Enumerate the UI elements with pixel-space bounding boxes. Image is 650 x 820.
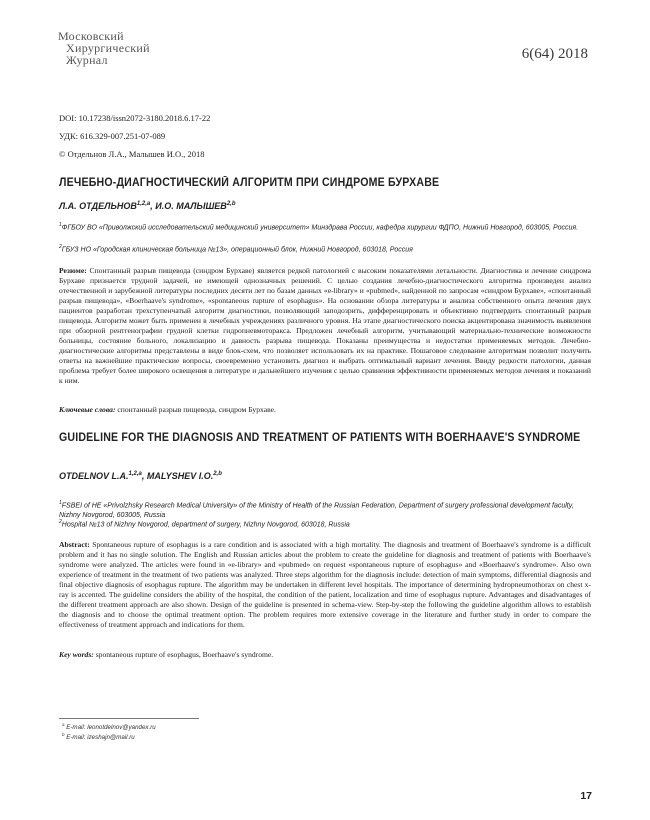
page-number: 17 [580,790,592,802]
logo-line-1: Московский [58,29,124,43]
issue-number: 6(64) 2018 [521,46,588,62]
ru-keywords [59,405,591,415]
footnote-b [62,732,135,741]
ru-abstract-text: Спонтанный разрыв пищевода (синдром Бурхаве) является редкой патологией с высоким показателями летальности. Диагностика и лечение синдрома Бурхаве признается трудной задачей, не имеющей однозначных решений. С целью создания лечебно-диагностического алгоритма произведен анализ отечественной и зарубежной литературы последних десяти лет по базам данных «e-library» и «pubmed», найденной по запросам «синдром Бурхаве», «спонтанный разрыв пищевода», «Boerhaave's syndrome», «spontaneous rupture of esophagus». На основании обзора литературы и анализа собственного опыта лечения двух пациентов разработан трехступенчатый алгоритм диагностики, позволяющий заподозрить, дифференцировать и объективно подтвердить спонтанный разрыв пищевода. Алгоритм может быть применен в лечебных учреждениях различного уровня. На этапе диагностического поиска акцентирована значимость выявления при обзорной рентгенографии грудной клетки гидропневмоторакса. Предложен лечебный алгоритм, учитывающий материально-технические возможности больницы, состояние больного, локализацию и давность разрыва пищевода. Показаны преимущества и недостатки применяемых методов. Лечебно-диагностические алгоритмы представлены в виде блок-схем, что позволяет использовать их на практике. Пошаговое следование алгоритмам позволит получить ответы на важнейшие практические вопросы, своевременно установить диагноз и выбрать оптимальный вариант лечения. Ввиду редкости патологии, данная проблема требует более широкого освещения в литературе и дальнейшего изучения с целью сравнения эффективности применяемых методов лечения и показаний к ним. [59,266,591,385]
footnote-a-sup: a [62,722,65,727]
en-affil-2-sup: 2 [59,519,62,525]
ru-keywords-text: спонтанный разрыв пищевода, синдром Бурхаве. [115,405,276,414]
copyright: © Отдельнов Л.А., Малышев И.О., 2018 [59,149,205,159]
ru-affil-2-sup: 2 [59,244,62,250]
en-author-1-sup: 1,2,a [128,471,142,477]
footnote-a-text: E-mail: leonotdelnov@yandex.ru [64,724,156,732]
en-author-2-sup: 2,b [213,471,222,477]
ru-author-2: , И.О. МАЛЫШЕВ [150,201,227,211]
en-author-2: , MALYSHEV I.O. [141,471,214,481]
en-abstract-text: Spontaneous rupture of esophagus is a rare condition and is associated with a high mortality. The diagnosis and treatment of Boerhaave's syndrome is a difficult problem and it has no single solution. The English and Russian articles about the problem to create the guideline for diagnosis and treatment of patients with Boerhaave's syndrome were analyzed. The articles were found in «e-library» and «pubmed» on request «spontaneous rupture of esophagus» and «Boerhaave's syndrome». Also own experience of treatment in the treatment of two patients was analyzed. Three steps algorithm for the diagnosis include: detection of main symptoms, differential diagnosis and final objective diagnosis of esophagus rupture. The algorithm may be undertaken in different level hospitals. The importance of determining hydropneumothorax on chest x-ray is accented. The guideline considers the ability of the hospital, the condition of the patient, localization and time of esophagus rupture. Advantages and disadvantages of the different treatment approach are also shown. Design of the guideline is presented in schema-view. Step-by-step the following the guideline algorithm allows to establish the diagnosis and to choose the optimal treatment option. The problem requires more extensive coverage in the literature and further study in order to compare the effectiveness of treatment approach and indications for them. [59,540,591,629]
en-affil-1-sup: 1 [59,500,62,506]
ru-affil-2-text: ГБУЗ НО «Городская клиническая больница №13», операционный блок, Нижний Новгород, 603018, Россия [61,246,413,254]
ru-abstract [59,266,591,386]
en-authors [59,471,222,481]
ru-affil-1-text: ФГБОУ ВО «Приволжский исследовательский медицинский университет» Минздрава России, кафедра хирургии ФДПО, Нижний Новгород, 603005, Россия. [61,224,579,232]
logo-line-2: Хирургический [66,41,150,55]
en-title: GUIDELINE FOR THE DIAGNOSIS AND TREATMENT OF PATIENTS WITH BOERHAAVE'S SYNDROME [59,432,581,444]
en-keywords-text: spontaneous rupture of esophagus, Boerhaave's syndrome. [93,650,274,659]
en-keywords-label: Key words: [59,650,94,659]
ru-affiliation-1 [59,221,589,233]
ru-keywords-label: Ключевые слова: [59,405,116,414]
en-affil-1-text: FSBEI of HE «Privolzhsky Research Medical University» of the Ministry of Health of the Russian Federation, Department of surgery professional development faculty, Nizhny Novgorod, 603005, Russia [59,502,574,519]
footnote-b-sup: b [62,732,65,737]
ru-affiliation-2 [59,243,589,255]
en-affiliation-2 [59,518,589,530]
footnote-a [62,722,156,731]
ru-author-1: Л.А. ОТДЕЛЬНОВ [59,201,137,211]
ru-affil-1-sup: 1 [59,222,62,228]
logo-line-3: Журнал [66,53,108,67]
en-affil-2-text: Hospital №13 of Nizhny Novgorod, department of surgery, Nizhny Novgorod, 603018, Russia [61,521,350,529]
footnote-divider [59,718,199,719]
footnote-b-text: E-mail: izeshajn@mail.ru [64,734,135,742]
doi: DOI: 10.17238/issn2072-3180.2018.6.17-22 [59,113,211,123]
ru-author-1-sup: 1,2,a [136,201,151,207]
en-keywords [59,650,591,660]
journal-logo [58,30,178,72]
ru-title: ЛЕЧЕБНО-ДИАГНОСТИЧЕСКИЙ АЛГОРИТМ ПРИ СИНДРОМЕ БУРХАВЕ [59,177,440,189]
en-abstract-label: Abstract: [59,540,90,549]
en-abstract [59,540,591,630]
ru-abstract-label: Резюме: [59,266,87,275]
en-author-1: OTDELNOV L.A. [59,471,129,481]
ru-authors [59,201,235,211]
ru-author-2-sup: 2,b [226,201,236,207]
udk: УДК: 616.329-007.251-07-089 [59,131,166,141]
